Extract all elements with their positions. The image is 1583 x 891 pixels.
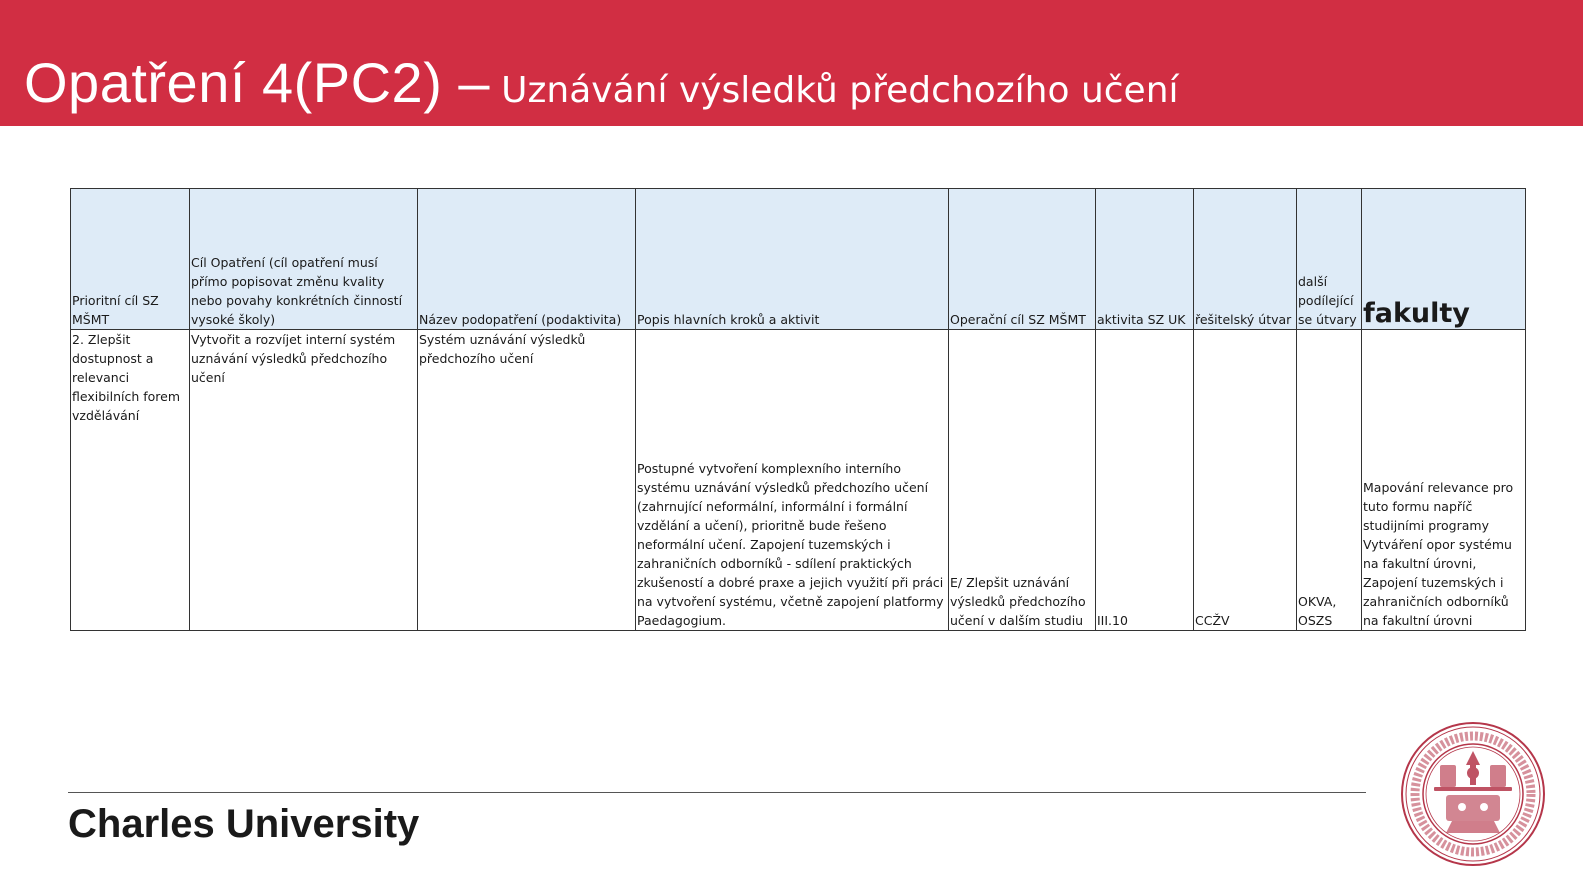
header-cell: Cíl Opatření (cíl opatření musí přímo popisovat změnu kvality nebo povahy konkrétních činností vysoké školy) bbox=[190, 189, 418, 330]
header-cell: Název podopatření (podaktivita) bbox=[418, 189, 636, 330]
table-cell: Systém uznávání výsledků předchozího učení bbox=[418, 330, 636, 631]
table-cell: OKVA, OSZS bbox=[1297, 330, 1362, 631]
header-cell: Operační cíl SZ MŠMT bbox=[949, 189, 1096, 330]
table-cell: CCŽV bbox=[1194, 330, 1297, 631]
header-cell: fakulty bbox=[1362, 189, 1526, 330]
table-header-row bbox=[71, 189, 1526, 330]
table-cell: Vytvořit a rozvíjet interní systém uznávání výsledků předchozího učení bbox=[190, 330, 418, 631]
table-row bbox=[71, 330, 1526, 631]
table-cell: Postupné vytvoření komplexního interního systému uznávání výsledků předchozího učení (zahrnující neformální, informální i formální vzdělání a učení), prioritně bude řešeno neformální učení. Zapojení tuzemských i zahraničních odborníků - sdílení praktických zkušeností a dobré praxe a jejich využití při práci na vytvoření systému, včetně zapojení platformy Paedagogium. bbox=[636, 330, 949, 631]
header-cell: řešitelský útvar bbox=[1194, 189, 1297, 330]
slide-title-main: Opatření 4(PC2) – bbox=[24, 51, 491, 114]
table-cell: III.10 bbox=[1096, 330, 1194, 631]
header-cell: další podílející se útvary bbox=[1297, 189, 1362, 330]
table-cell: 2. Zlepšit dostupnost a relevanci flexibilních forem vzdělávání bbox=[71, 330, 190, 631]
footer-divider bbox=[68, 792, 1366, 793]
slide-title bbox=[24, 50, 1179, 115]
header-cell: Prioritní cíl SZ MŠMT bbox=[71, 189, 190, 330]
slide-title-sub: Uznávání výsledků předchozího učení bbox=[501, 70, 1179, 111]
university-name: Charles University bbox=[68, 802, 420, 846]
header-cell: Popis hlavních kroků a aktivit bbox=[636, 189, 949, 330]
header-cell: aktivita SZ UK bbox=[1096, 189, 1194, 330]
charles-university-seal-icon bbox=[1400, 721, 1546, 867]
measures-table bbox=[70, 188, 1526, 631]
table-cell: E/ Zlepšit uznávání výsledků předchozího učení v dalším studiu bbox=[949, 330, 1096, 631]
table-cell: Mapování relevance pro tuto formu napříč studijními programy Vytváření opor systému na fakultní úrovni, Zapojení tuzemských i zahraničních odborníků na fakultní úrovni bbox=[1362, 330, 1526, 631]
